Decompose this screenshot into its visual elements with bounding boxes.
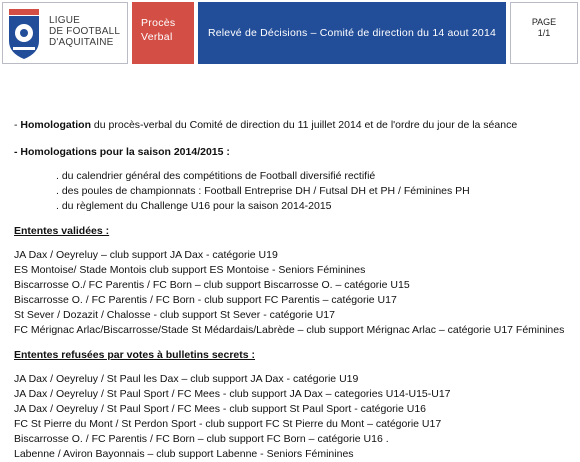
list-item: St Sever / Dozazit / Chalosse - club support St Sever - catégorie U17 <box>14 309 335 321</box>
league-name-line: LIGUE <box>49 15 81 26</box>
document-header <box>2 2 578 64</box>
list-item: . du calendrier général des compétitions de Football diversifié rectifié <box>56 170 376 182</box>
homologation-keyword: Homologation <box>20 119 91 131</box>
league-shield-icon <box>7 7 41 61</box>
homologations-season-title: - Homologations pour la saison 2014/2015 : <box>14 146 230 158</box>
list-item: JA Dax / Oeyreluy / St Paul Sport / FC Mees - club support St Paul Sport - catégorie U16 <box>14 403 427 415</box>
document-body <box>14 118 574 462</box>
bullet-dash: - <box>14 119 21 131</box>
ententes-validees-title: Ententes validées : <box>14 225 110 237</box>
page-label: PAGE <box>531 17 557 27</box>
list-item: Biscarrosse O. / FC Parentis / FC Born – club support FC Born – catégorie U16 . <box>14 433 389 445</box>
page-indicator <box>510 2 578 64</box>
ententes-refusees-list <box>14 372 574 462</box>
homologation-pv-paragraph <box>14 118 574 133</box>
list-item: JA Dax / Oeyreluy / St Paul les Dax – club support JA Dax - catégorie U19 <box>14 373 359 385</box>
pv-label-line: Procès <box>141 17 176 29</box>
homologations-season-list <box>14 169 574 214</box>
homologation-text: du procès-verbal du Comité de direction du 11 juillet 2014 et de l'ordre du jour de la séance <box>91 119 518 131</box>
list-item: Labenne / Aviron Bayonnais – club support Labenne - Seniors Féminines <box>14 448 354 460</box>
list-item: Biscarrosse O. / FC Parentis / FC Born - club support FC Parentis – catégorie U17 <box>14 294 397 306</box>
league-name-line: DE FOOTBALL <box>49 26 121 37</box>
list-item: ES Montoise/ Stade Montois club support ES Montoise - Seniors Féminines <box>14 264 366 276</box>
list-item: Biscarrosse O./ FC Parentis / FC Born – club support Biscarrosse O. – catégorie U15 <box>14 279 410 291</box>
league-logo-block <box>2 2 128 64</box>
list-item: JA Dax / Oeyreluy – club support JA Dax - catégorie U19 <box>14 249 278 261</box>
document-title-banner <box>198 2 506 64</box>
ententes-validees-list <box>14 248 574 338</box>
list-item: . des poules de championnats : Football Entreprise DH / Futsal DH et PH / Féminines PH <box>56 185 470 197</box>
league-name-line: D'AQUITAINE <box>49 37 114 48</box>
page-number: 1/1 <box>537 28 551 38</box>
list-item: FC Mérignac Arlac/Biscarrosse/Stade St Médardais/Labrède – club support Mérignac Arlac – catégorie U17 Féminines <box>14 324 565 336</box>
proces-verbal-badge <box>132 2 194 64</box>
league-name <box>49 15 129 48</box>
list-item: . du règlement du Challenge U16 pour la saison 2014-2015 <box>56 200 332 212</box>
list-item: JA Dax / Oeyreluy / St Paul Sport / FC Mees - club support JA Dax – categories U14-U15-U17 <box>14 388 451 400</box>
list-item: FC St Pierre du Mont / St Perdon Sport - club support FC St Pierre du Mont – catégorie U17 <box>14 418 442 430</box>
ententes-refusees-title: Ententes refusées par votes à bulletins secrets : <box>14 349 256 361</box>
pv-label-line: Verbal <box>141 31 173 43</box>
document-title: Relevé de Décisions – Comité de direction du 14 aout 2014 <box>207 27 497 39</box>
